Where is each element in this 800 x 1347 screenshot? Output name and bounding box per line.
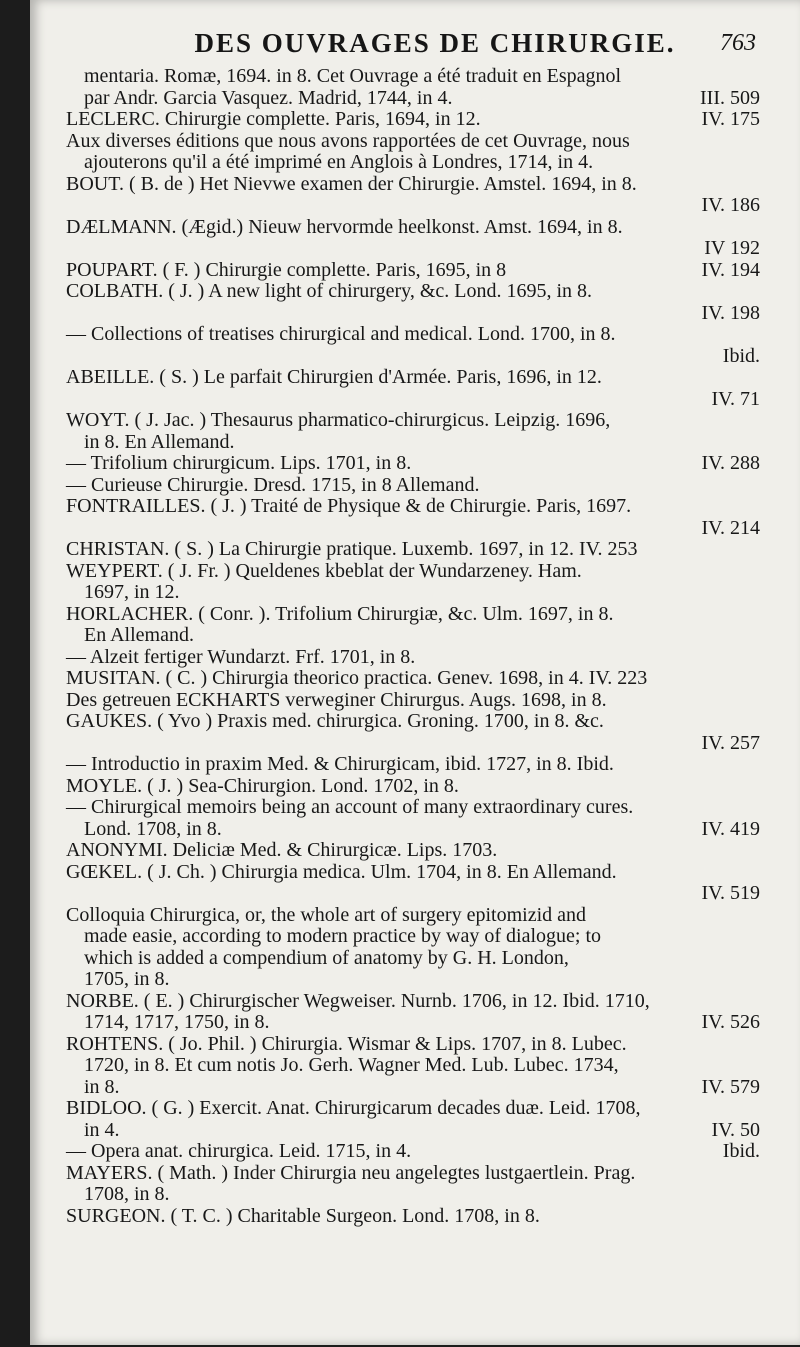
volume-reference: IV. 186 xyxy=(701,194,760,216)
text-line xyxy=(66,711,760,733)
volume-reference: IV. 175 xyxy=(701,108,760,130)
text-line xyxy=(66,883,760,905)
text-line xyxy=(66,905,760,927)
text-line xyxy=(66,776,760,798)
text-line xyxy=(66,367,760,389)
book-page xyxy=(30,0,800,1345)
volume-reference: IV. 214 xyxy=(701,516,760,539)
volume-reference: Ibid. xyxy=(722,1140,760,1162)
text-line xyxy=(66,238,760,260)
text-line xyxy=(66,389,760,411)
text-line xyxy=(66,66,760,88)
text-line xyxy=(66,840,760,862)
text-line xyxy=(66,303,760,325)
text-line xyxy=(66,539,760,561)
bibliography-entries xyxy=(66,66,760,1227)
text-line xyxy=(66,1141,760,1163)
line-text: HORLACHER. ( Conr. ). Trifolium Chirurgiæ, &c. Ulm. 1697, in 8. xyxy=(66,602,614,625)
line-text: 1708, in 8. xyxy=(84,1183,170,1205)
line-text: Aux diverses éditions que nous avons rapportées de cet Ouvrage, nous xyxy=(66,129,630,152)
line-text: MUSITAN. ( C. ) Chirurgia theorico practica. Genev. 1698, in 4. IV. 223 xyxy=(66,667,648,689)
text-line xyxy=(66,625,760,647)
page-number: 763 xyxy=(720,30,756,56)
volume-reference: IV. 194 xyxy=(701,258,760,281)
text-line xyxy=(66,1055,760,1077)
line-text: — Alzeit fertiger Wundarzt. Frf. 1701, in 8. xyxy=(66,645,416,668)
text-line xyxy=(66,862,760,884)
volume-reference: IV. 526 xyxy=(701,1011,760,1033)
text-line xyxy=(66,131,760,153)
line-text: 1697, in 12. xyxy=(84,581,180,603)
text-line xyxy=(66,1077,760,1099)
line-text: NORBE. ( E. ) Chirurgischer Wegweiser. Nurnb. 1706, in 12. Ibid. 1710, xyxy=(66,989,650,1012)
text-line xyxy=(66,1098,760,1120)
volume-reference: IV. 198 xyxy=(701,301,760,324)
line-text: 1720, in 8. Et cum notis Jo. Gerh. Wagner Med. Lub. Lubec. 1734, xyxy=(84,1054,619,1076)
line-text: POUPART. ( F. ) Chirurgie complette. Paris, 1695, in 8 xyxy=(66,258,507,281)
volume-reference: IV 192 xyxy=(704,237,760,259)
line-text: LECLERC. Chirurgie complette. Paris, 1694, in 12. xyxy=(66,108,481,130)
line-text: DÆLMANN. (Ægid.) Nieuw hervormde heelkonst. Amst. 1694, in 8. xyxy=(66,215,623,238)
text-line xyxy=(66,582,760,604)
volume-reference: IV. 288 xyxy=(701,452,760,474)
line-text: BIDLOO. ( G. ) Exercit. Anat. Chirurgicarum decades duæ. Leid. 1708, xyxy=(66,1097,641,1119)
text-line xyxy=(66,604,760,626)
line-text: WOYT. ( J. Jac. ) Thesaurus pharmatico-chirurgicus. Leipzig. 1696, xyxy=(66,409,611,431)
line-text: Lond. 1708, in 8. xyxy=(84,817,222,840)
text-line xyxy=(66,926,760,948)
running-header: DES OUVRAGES DE CHIRURGIE. xyxy=(194,28,676,58)
line-text: WEYPERT. ( J. Fr. ) Queldenes kbeblat der Wundarzeney. Ham. xyxy=(66,559,582,582)
text-line xyxy=(66,969,760,991)
text-line xyxy=(66,432,760,454)
line-text: MAYERS. ( Math. ) Inder Chirurgia neu angelegtes lustgaertlein. Prag. xyxy=(66,1161,636,1184)
text-line xyxy=(66,1163,760,1185)
text-line xyxy=(66,991,760,1013)
text-line xyxy=(66,88,760,110)
text-line xyxy=(66,690,760,712)
text-line xyxy=(66,410,760,432)
line-text: which is added a compendium of anatomy by G. H. London, xyxy=(84,946,569,969)
text-line xyxy=(66,152,760,174)
line-text: mentaria. Romæ, 1694. in 8. Cet Ouvrage a été traduit en Espagnol xyxy=(84,65,622,87)
text-line xyxy=(66,453,760,475)
line-text: — Opera anat. chirurgica. Leid. 1715, in 4. xyxy=(66,1140,412,1162)
text-line xyxy=(66,195,760,217)
line-text: 1705, in 8. xyxy=(84,968,170,990)
text-line xyxy=(66,1120,760,1142)
text-line xyxy=(66,324,760,346)
line-text: ANONYMI. Deliciæ Med. & Chirurgicæ. Lips. 1703. xyxy=(66,839,498,861)
line-text: Des getreuen ECKHARTS verweginer Chirurgus. Augs. 1698, in 8. xyxy=(66,688,607,711)
text-line xyxy=(66,1012,760,1034)
line-text: SURGEON. ( T. C. ) Charitable Surgeon. Lond. 1708, in 8. xyxy=(66,1204,540,1227)
volume-reference: IV. 519 xyxy=(701,882,760,904)
line-text: made easie, according to modern practice by way of dialogue; to xyxy=(84,925,602,947)
line-text: GŒKEL. ( J. Ch. ) Chirurgia medica. Ulm. 1704, in 8. En Allemand. xyxy=(66,860,617,883)
text-line xyxy=(66,496,760,518)
line-text: CHRISTAN. ( S. ) La Chirurgie pratique. Luxemb. 1697, in 12. IV. 253 xyxy=(66,538,638,560)
volume-reference: IV. 419 xyxy=(701,817,760,840)
line-text: 1714, 1717, 1750, in 8. xyxy=(84,1011,270,1033)
line-text: ROHTENS. ( Jo. Phil. ) Chirurgia. Wismar & Lips. 1707, in 8. Lubec. xyxy=(66,1032,627,1055)
text-line xyxy=(66,518,760,540)
line-text: — Trifolium chirurgicum. Lips. 1701, in 8. xyxy=(66,452,412,474)
text-line xyxy=(66,819,760,841)
text-line xyxy=(66,561,760,583)
line-text: — Curieuse Chirurgie. Dresd. 1715, in 8 Allemand. xyxy=(66,473,480,496)
volume-reference: III. 509 xyxy=(700,86,760,109)
text-line xyxy=(66,733,760,755)
line-text: — Chirurgical memoirs being an account of many extraordinary cures. xyxy=(66,796,634,818)
text-line xyxy=(66,647,760,669)
line-text: — Introductio in praxim Med. & Chirurgicam, ibid. 1727, in 8. Ibid. xyxy=(66,753,614,775)
volume-reference: IV. 50 xyxy=(711,1118,760,1141)
text-line xyxy=(66,797,760,819)
line-text: in 4. xyxy=(84,1118,120,1141)
line-text: par Andr. Garcia Vasquez. Madrid, 1744, in 4. xyxy=(84,86,453,109)
text-line xyxy=(66,109,760,131)
line-text: BOUT. ( B. de ) Het Nievwe examen der Chirurgie. Amstel. 1694, in 8. xyxy=(66,172,637,195)
text-line xyxy=(66,1034,760,1056)
text-line xyxy=(66,1206,760,1228)
text-line xyxy=(66,668,760,690)
line-text: GAUKES. ( Yvo ) Praxis med. chirurgica. Groning. 1700, in 8. &c. xyxy=(66,710,604,732)
text-line xyxy=(66,475,760,497)
volume-reference: Ibid. xyxy=(722,344,760,367)
text-line xyxy=(66,346,760,368)
line-text: ABEILLE. ( S. ) Le parfait Chirurgien d'Armée. Paris, 1696, in 12. xyxy=(66,366,602,388)
text-line xyxy=(66,1184,760,1206)
line-text: ajouterons qu'il a été imprimé en Anglois à Londres, 1714, in 4. xyxy=(84,151,594,173)
volume-reference: IV. 71 xyxy=(711,387,760,410)
volume-reference: IV. 579 xyxy=(701,1075,760,1098)
text-line xyxy=(66,281,760,303)
line-text: COLBATH. ( J. ) A new light of chirurgery, &c. Lond. 1695, in 8. xyxy=(66,280,593,302)
text-line xyxy=(66,217,760,239)
volume-reference: IV. 257 xyxy=(701,731,760,754)
line-text: MOYLE. ( J. ) Sea-Chirurgion. Lond. 1702, in 8. xyxy=(66,774,459,797)
text-line xyxy=(66,948,760,970)
text-line xyxy=(66,260,760,282)
text-line xyxy=(66,754,760,776)
line-text: Colloquia Chirurgica, or, the whole art of surgery epitomizid and xyxy=(66,903,587,926)
line-text: FONTRAILLES. ( J. ) Traité de Physique & de Chirurgie. Paris, 1697. xyxy=(66,495,632,517)
line-text: En Allemand. xyxy=(84,624,194,646)
line-text: in 8. xyxy=(84,1075,120,1098)
line-text: — Collections of treatises chirurgical and medical. Lond. 1700, in 8. xyxy=(66,323,616,345)
line-text: in 8. En Allemand. xyxy=(84,430,235,453)
text-line xyxy=(66,174,760,196)
